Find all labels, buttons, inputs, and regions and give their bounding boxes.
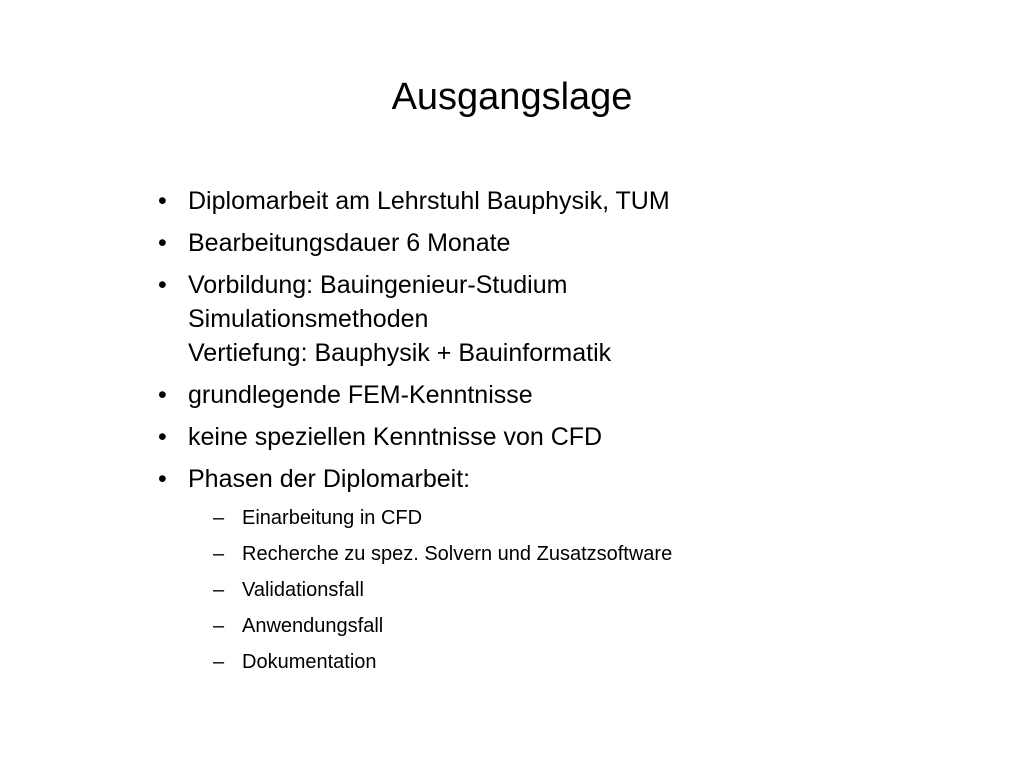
bullet-list [158, 184, 958, 684]
sub-item-text: Recherche zu spez. Solvern und Zusatzsoftware [242, 543, 673, 565]
bullet-item [158, 184, 958, 218]
bullet-text: Diplomarbeit am Lehrstuhl Bauphysik, TUM [188, 187, 670, 215]
sub-item [158, 504, 958, 532]
slide-title: Ausgangslage [391, 76, 633, 118]
bullet-text-continuation: Vertiefung: Bauphysik + Bauinformatik [188, 339, 612, 367]
sub-item [158, 612, 958, 640]
bullet-item [158, 420, 958, 454]
dash-icon: – [213, 615, 225, 637]
bullet-icon: • [158, 381, 167, 409]
sub-item-text: Einarbeitung in CFD [242, 507, 423, 529]
bullet-icon: • [158, 187, 167, 215]
dash-icon: – [213, 543, 225, 565]
bullet-icon: • [158, 229, 167, 257]
bullet-text: Phasen der Diplomarbeit: [188, 465, 471, 493]
bullet-text-continuation: Simulationsmethoden [188, 305, 429, 333]
bullet-icon: • [158, 423, 167, 451]
dash-icon: – [213, 651, 225, 673]
bullet-item [158, 268, 958, 370]
sub-item [158, 576, 958, 604]
dash-icon: – [213, 579, 225, 601]
sub-item [158, 648, 958, 676]
bullet-item [158, 462, 958, 496]
bullet-icon: • [158, 271, 167, 299]
bullet-text: Bearbeitungsdauer 6 Monate [188, 229, 511, 257]
bullet-item [158, 378, 958, 412]
sub-item-text: Dokumentation [242, 651, 377, 673]
bullet-text: keine speziellen Kenntnisse von CFD [188, 423, 603, 451]
bullet-text: Vorbildung: Bauingenieur-Studium [188, 271, 568, 299]
bullet-text: grundlegende FEM-Kenntnisse [188, 381, 533, 409]
bullet-icon: • [158, 465, 167, 493]
sub-item-text: Anwendungsfall [242, 615, 384, 637]
dash-icon: – [213, 507, 225, 529]
sub-item [158, 540, 958, 568]
sub-item-text: Validationsfall [242, 579, 364, 601]
bullet-item [158, 226, 958, 260]
